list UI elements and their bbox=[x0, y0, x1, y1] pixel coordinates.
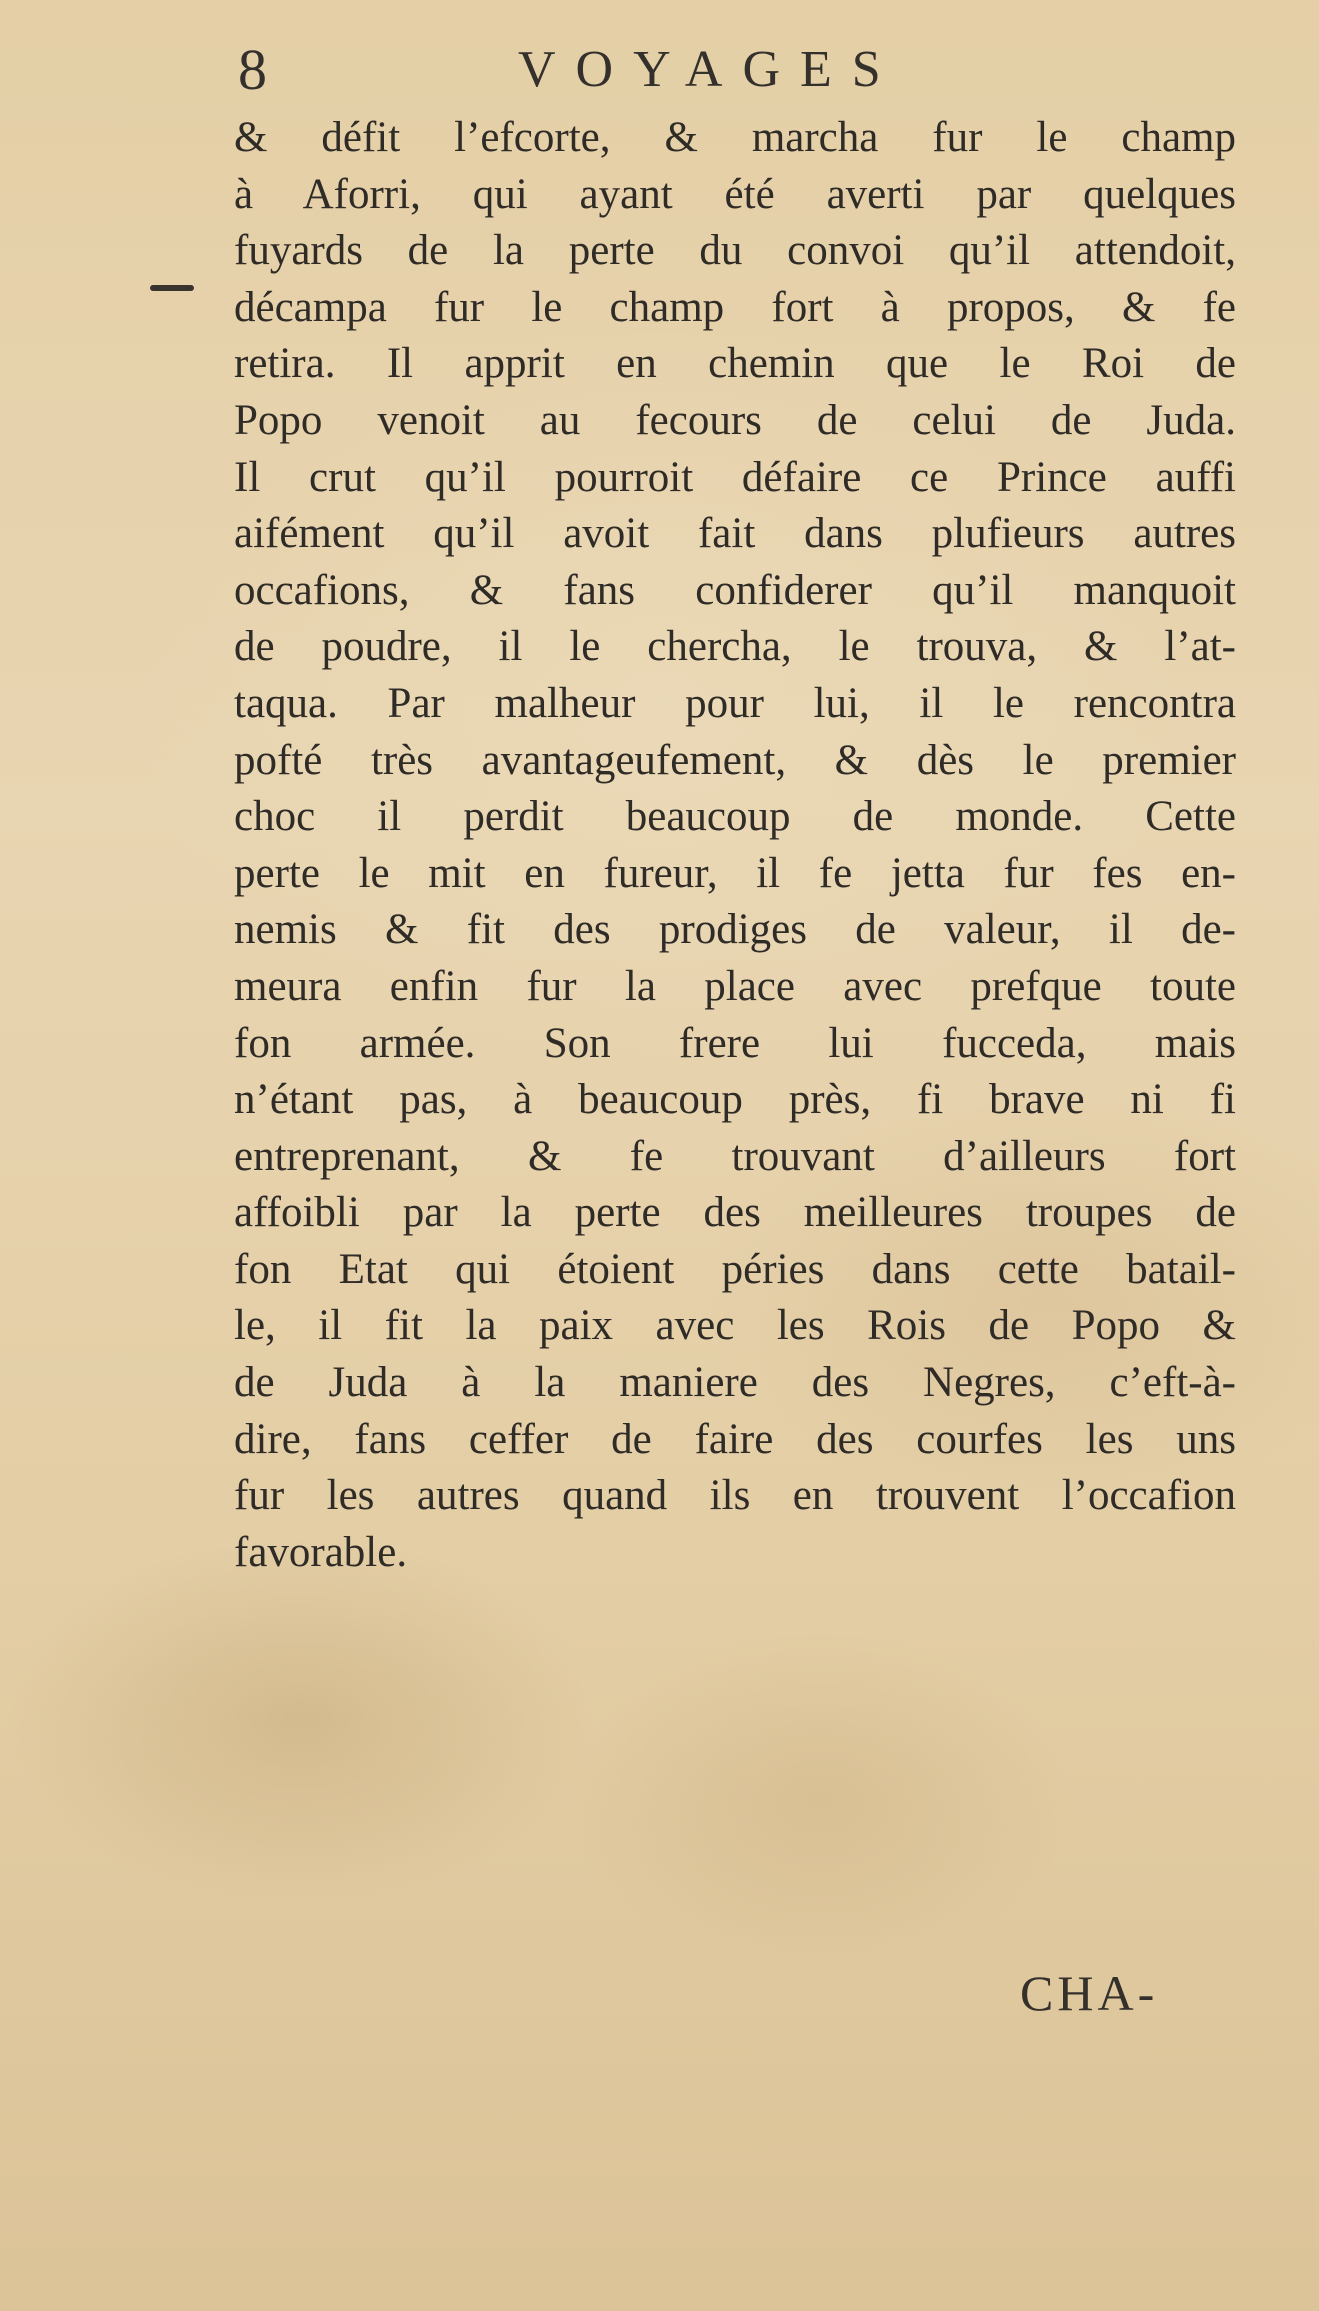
text-line: nemis & fit des prodiges de valeur, il de- bbox=[234, 906, 1236, 954]
page-number: 8 bbox=[238, 37, 267, 102]
text-line: meura enfin fur la place avec prefque toute bbox=[234, 962, 1236, 1010]
text-line: de poudre, il le chercha, le trouva, & l’at- bbox=[234, 623, 1236, 671]
page-header bbox=[238, 30, 958, 110]
text-line: & défit l’efcorte, & marcha fur le champ bbox=[234, 114, 1236, 161]
text-line: de Juda à la maniere des Negres, c’eft-à- bbox=[234, 1359, 1236, 1407]
text-line: perte le mit en fureur, il fe jetta fur fes en- bbox=[234, 849, 1236, 897]
body-text bbox=[234, 110, 1236, 1581]
text-line: le, il fit la paix avec les Rois de Popo & bbox=[234, 1302, 1236, 1350]
margin-mark bbox=[150, 285, 194, 291]
text-line: n’étant pas, à beaucoup près, fi brave ni fi bbox=[234, 1076, 1236, 1124]
running-title: VOYAGES bbox=[518, 41, 901, 98]
text-line: pofté très avantageufement, & dès le premier bbox=[234, 736, 1236, 784]
text-line: à Aforri, qui ayant été averti par quelques bbox=[234, 170, 1236, 218]
text-line: retira. Il apprit en chemin que le Roi de bbox=[234, 340, 1236, 388]
catchword: CHA- bbox=[1020, 1965, 1159, 2021]
text-line: occafions, & fans confiderer qu’il manquoit bbox=[234, 566, 1236, 614]
text-line: Popo venoit au fecours de celui de Juda. bbox=[234, 396, 1236, 444]
text-line: fon Etat qui étoient péries dans cette batail- bbox=[234, 1245, 1236, 1293]
text-line: dire, fans ceffer de faire des courfes les uns bbox=[234, 1415, 1236, 1463]
text-line: affoibli par la perte des meilleures troupes de bbox=[234, 1189, 1236, 1237]
text-line: choc il perdit beaucoup de monde. Cette bbox=[234, 793, 1236, 841]
text-line: fon armée. Son frere lui fucceda, mais bbox=[234, 1019, 1236, 1067]
text-line: favorable. bbox=[234, 1528, 408, 1576]
text-line: taqua. Par malheur pour lui, il le rencontra bbox=[234, 679, 1236, 727]
text-line: fuyards de la perte du convoi qu’il attendoit, bbox=[234, 227, 1236, 275]
text-line: décampa fur le champ fort à propos, & fe bbox=[234, 283, 1236, 331]
text-line: aifément qu’il avoit fait dans plufieurs autres bbox=[234, 510, 1236, 558]
text-line: entreprenant, & fe trouvant d’ailleurs fort bbox=[234, 1132, 1236, 1180]
text-line: Il crut qu’il pourroit défaire ce Prince auffi bbox=[234, 453, 1236, 501]
text-line: fur les autres quand ils en trouvent l’occafion bbox=[234, 1472, 1236, 1520]
